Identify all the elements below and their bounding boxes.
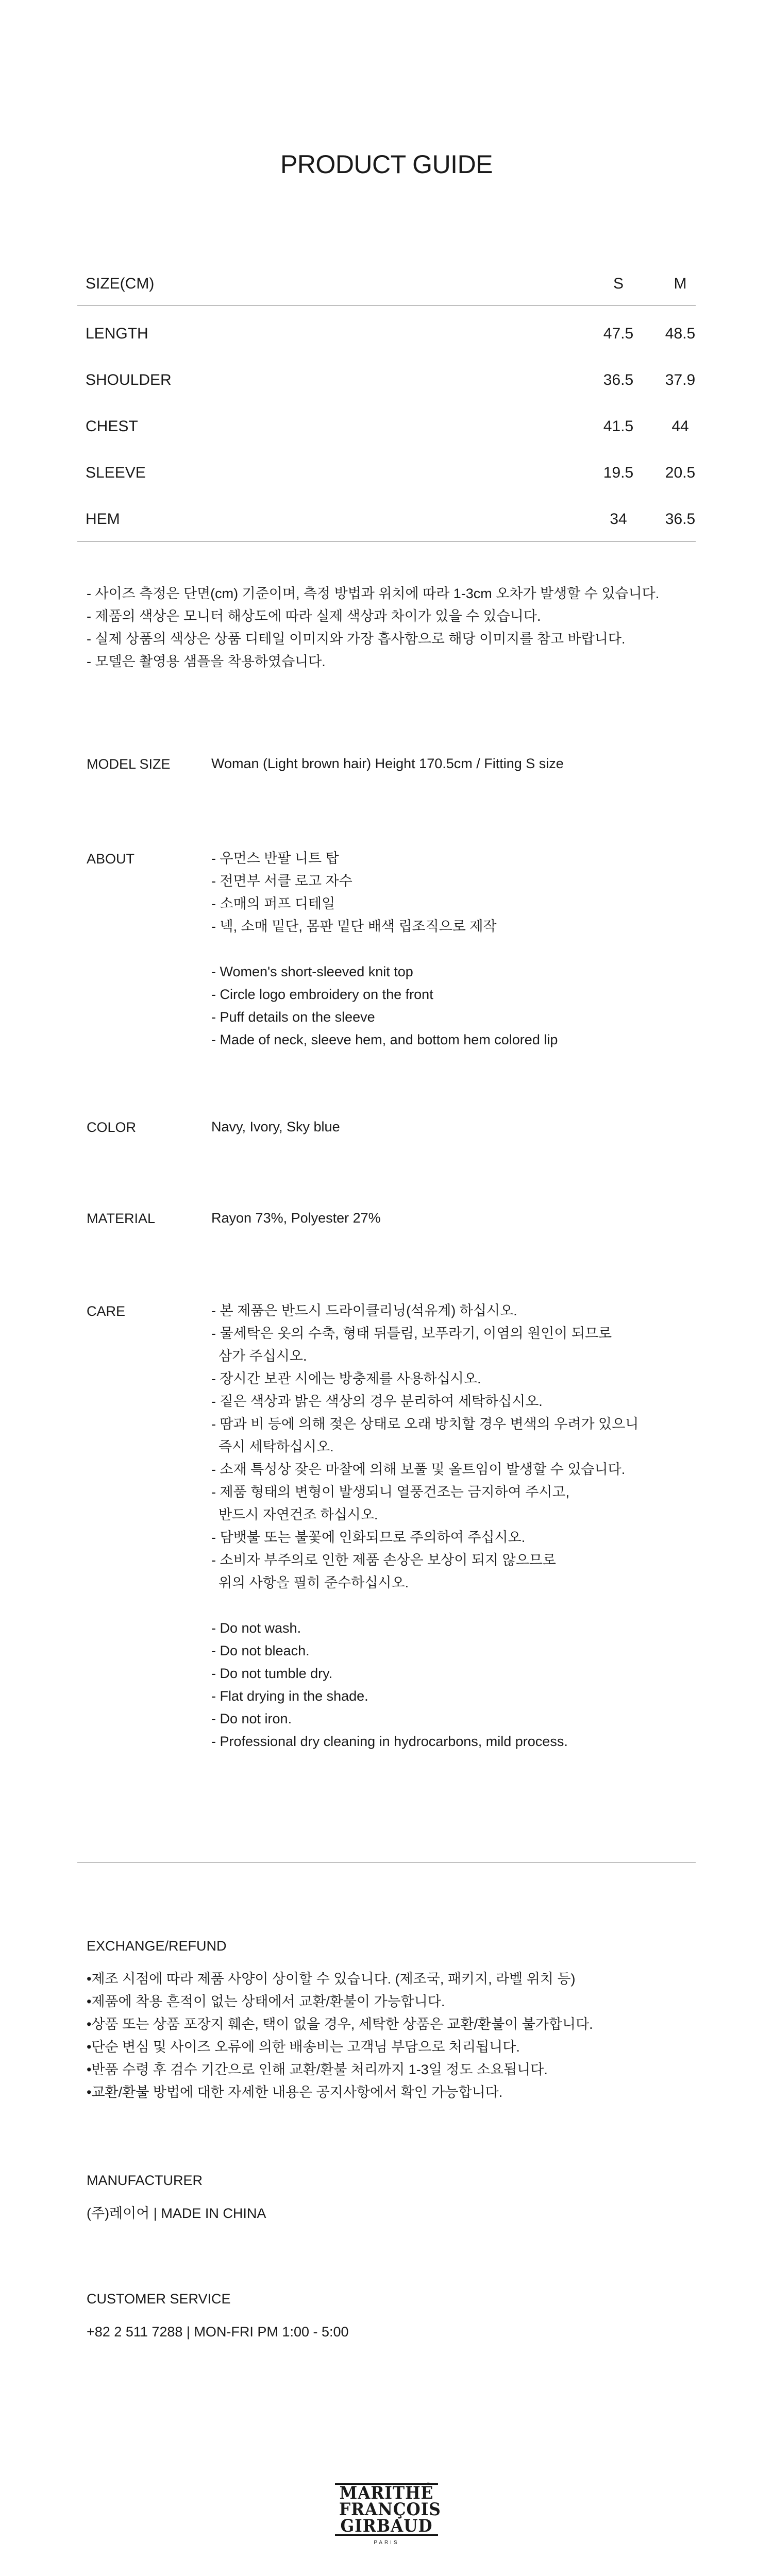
exchange-line: •상품 또는 상품 포장지 훼손, 택이 없을 경우, 세탁한 상품은 교환/환불이 불가합니다. [87,2016,593,2032]
care-line: - 짙은 색상과 밝은 색상의 경우 분리하여 세탁하십시오. [211,1394,543,1409]
note-line: - 제품의 색상은 모니터 해상도에 따라 실제 색상과 차이가 있을 수 있습니다. [87,608,541,624]
about-line: - Circle logo embroidery on the front [211,987,433,1002]
size-table-body [77,306,696,542]
manufacturer-value: (주)레이어 | MADE IN CHINA [87,2206,266,2221]
note-line: - 실제 상품의 색상은 상품 디테일 이미지와 가장 흡사함으로 해당 이미지를 참고 바랍니다. [87,631,626,647]
row-label: SHOULDER [86,371,172,388]
row-value-s: 19.5 [603,464,634,481]
care-line: - Do not tumble dry. [211,1666,333,1681]
about-line: - 우먼스 반팔 니트 탑 [211,851,339,866]
care-line: - Flat drying in the shade. [211,1688,368,1704]
row-value-m: 20.5 [665,464,696,481]
about-line: - 넥, 소매 밑단, 몸판 밑단 배색 립조직으로 제작 [211,919,497,934]
care-label: CARE [87,1303,126,1319]
size-table-header [77,263,696,306]
about-line: - 전면부 서클 로고 자수 [211,873,352,889]
model-size-value [211,752,564,775]
model-size-label: MODEL SIZE [87,756,171,772]
section-divider [77,1862,696,1863]
customer-service-heading: CUSTOMER SERVICE [87,2291,231,2307]
material-value [211,1207,381,1229]
care-line: 삼가 주십시오. [219,1348,307,1364]
about-list [211,847,558,1051]
care-line: - 소재 특성상 잦은 마찰에 의해 보풀 및 올트임이 발생할 수 있습니다. [211,1462,626,1477]
row-label: HEM [86,511,120,528]
logo-line-1: MARITHÉ [339,2483,434,2503]
row-value-m: 48.5 [665,325,696,342]
row-value-s: 41.5 [603,418,634,435]
care-line: - Do not iron. [211,1711,292,1726]
size-table [77,263,696,542]
manufacturer-heading: MANUFACTURER [87,2173,203,2188]
size-header-m: M [674,275,687,292]
row-value-m: 36.5 [665,511,696,528]
material-label: MATERIAL [87,1211,156,1226]
color-text: Navy, Ivory, Sky blue [211,1119,340,1134]
logo-paris: PARIS [374,2540,399,2546]
size-header-label: SIZE(CM) [86,275,155,292]
exchange-line: •반품 수령 후 검수 기간으로 인해 교환/환불 처리까지 1-3일 정도 소요됩니다. [87,2062,548,2077]
size-notes [87,582,659,673]
color-label: COLOR [87,1120,137,1135]
table-row [77,449,696,495]
care-line: 위의 사항을 필히 준수하십시오. [219,1575,409,1590]
care-line: 반드시 자연건조 하십시오. [219,1507,378,1522]
exchange-refund-heading: EXCHANGE/REFUND [87,1938,227,1954]
color-value [211,1115,340,1138]
about-line: - Women's short-sleeved knit top [211,964,413,979]
manufacturer-section [87,2169,266,2225]
exchange-line: •단순 변심 및 사이즈 오류에 의한 배송비는 고객님 부담으로 처리됩니다. [87,2039,520,2055]
table-row [77,356,696,402]
exchange-line: •교환/환불 방법에 대한 자세한 내용은 공지사항에서 확인 가능합니다. [87,2084,503,2100]
care-line: - Do not bleach. [211,1643,310,1658]
exchange-line: •제조 시점에 따라 제품 사양이 상이할 수 있습니다. (제조국, 패키지, 라벨 위치 등) [87,1971,576,1987]
exchange-line: •제품에 착용 흔적이 없는 상태에서 교환/환불이 가능합니다. [87,1994,445,2009]
row-value-s: 36.5 [603,371,634,388]
row-label: LENGTH [86,325,148,342]
about-line: - Puff details on the sleeve [211,1009,375,1025]
customer-service-value: +82 2 511 7288 | MON-FRI PM 1:00 - 5:00 [87,2324,349,2340]
care-line: - 장시간 보관 시에는 방충제를 사용하십시오. [211,1371,481,1386]
page-title: PRODUCT GUIDE [280,150,493,179]
care-line: - Professional dry cleaning in hydrocarbons, mild process. [211,1734,568,1749]
logo-line-2: FRANÇOIS [339,2499,441,2520]
care-line: - 물세탁은 옷의 수축, 형태 뒤틀림, 보푸라기, 이염의 원인이 되므로 [211,1326,612,1341]
exchange-refund-section [87,1935,593,2104]
note-line: - 사이즈 측정은 단면(cm) 기준이며, 측정 방법과 위치에 따라 1-3cm 오차가 발생할 수 있습니다. [87,586,660,601]
brand-logo [335,2483,441,2546]
customer-service-section [87,2287,349,2343]
care-line: - 땀과 비 등에 의해 젖은 상태로 오래 방치할 경우 변색의 우려가 있으니 [211,1416,639,1432]
material-text: Rayon 73%, Polyester 27% [211,1210,381,1226]
care-line: - 담뱃불 또는 불꽃에 인화되므로 주의하여 주십시오. [211,1530,526,1545]
care-line: 즉시 세탁하십시오. [219,1439,334,1454]
note-line: - 모델은 촬영용 샘플을 착용하였습니다. [87,654,326,669]
row-value-m: 44 [671,418,689,435]
table-row [77,310,696,356]
size-header-s: S [613,275,624,292]
model-size-text: Woman (Light brown hair) Height 170.5cm / Fitting S size [211,756,564,771]
table-row [77,402,696,449]
row-label: SLEEVE [86,464,146,481]
logo-line-3: GIRBAUD [340,2516,433,2536]
about-line: - 소매의 퍼프 디테일 [211,896,335,911]
care-line: - 소비자 부주의로 인한 제품 손상은 보상이 되지 않으므로 [211,1552,556,1568]
care-line: - Do not wash. [211,1620,301,1636]
about-label: ABOUT [87,851,135,867]
about-line: - Made of neck, sleeve hem, and bottom hem colored lip [211,1032,558,1047]
care-line: - 본 제품은 반드시 드라이클리닝(석유계) 하십시오. [211,1303,517,1318]
row-value-m: 37.9 [665,371,696,388]
table-row [77,495,696,541]
row-value-s: 47.5 [603,325,634,342]
row-label: CHEST [86,418,138,435]
care-list [211,1299,638,1753]
row-value-s: 34 [610,511,627,528]
care-line: - 제품 형태의 변형이 발생되니 열풍건조는 금지하여 주시고, [211,1484,569,1500]
